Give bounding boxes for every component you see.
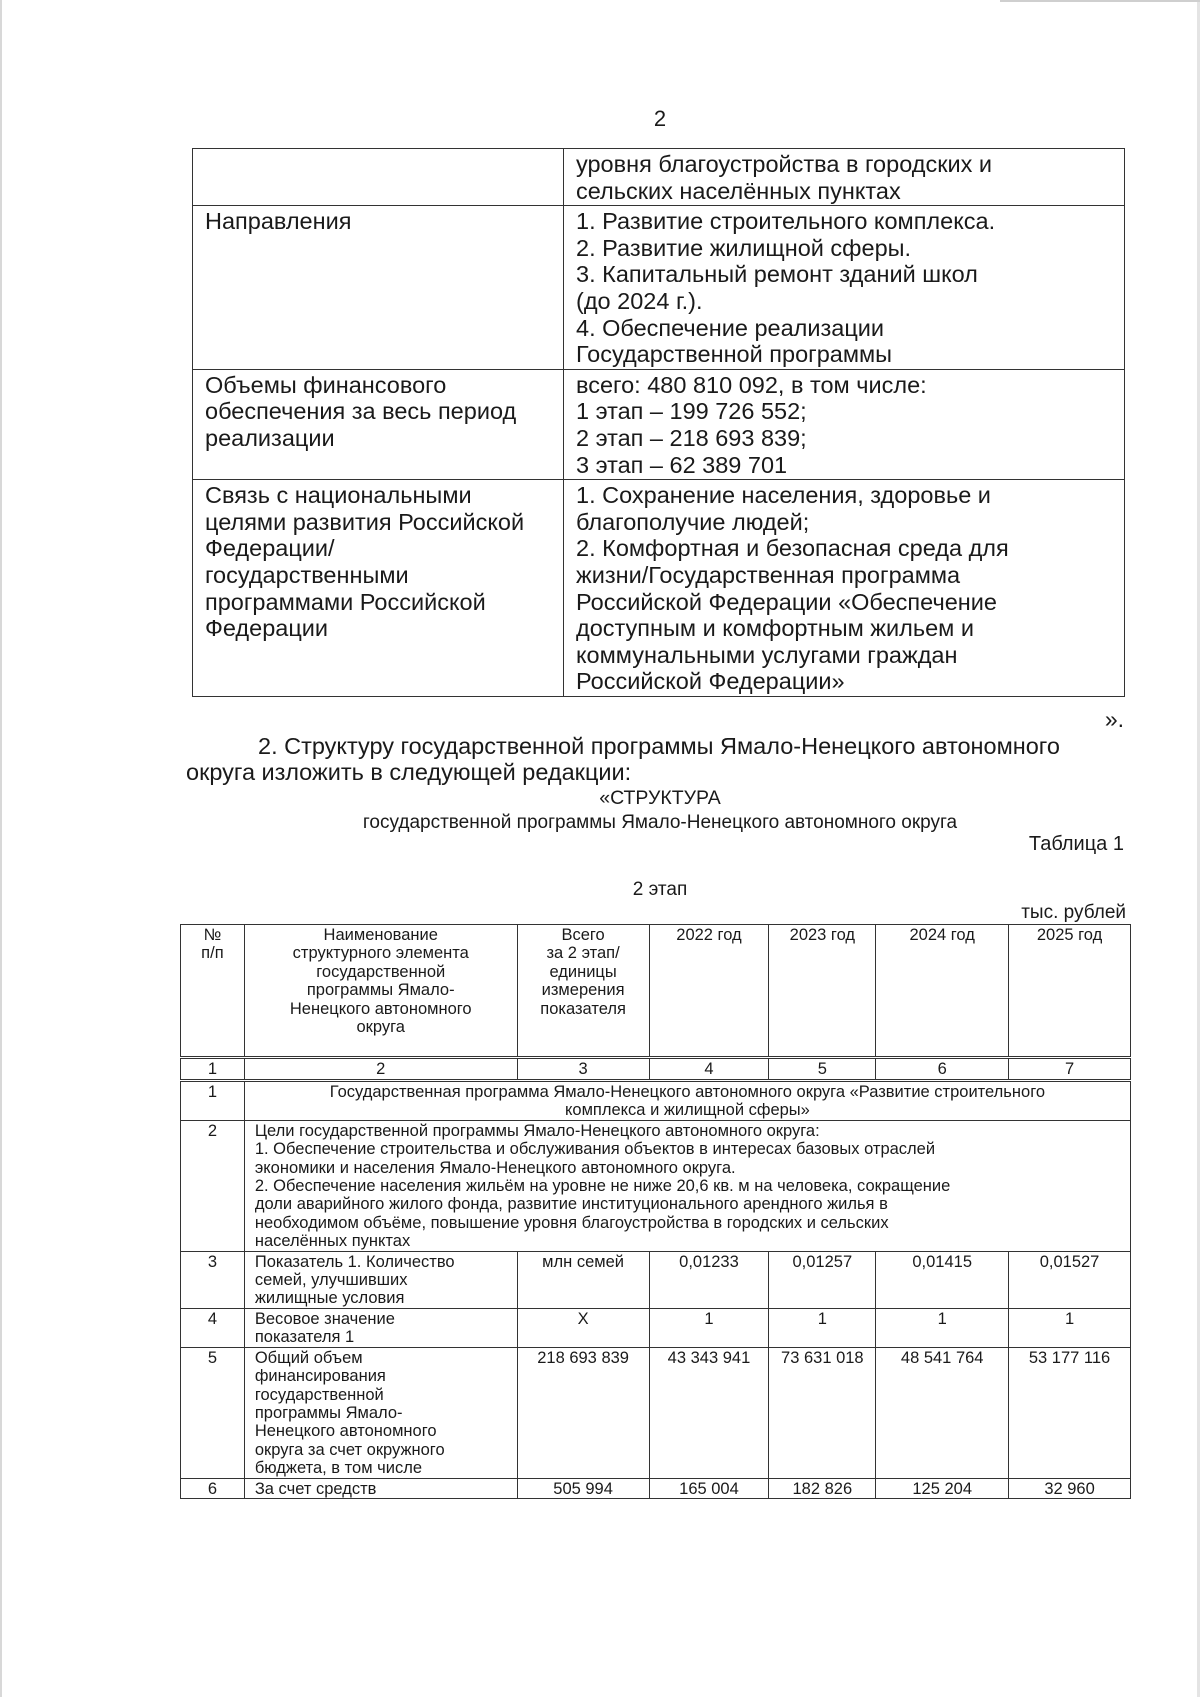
column-number: 7 (1009, 1058, 1131, 1081)
paragraph-line: округа изложить в следующей редакции: (186, 759, 632, 785)
passport-row (193, 206, 1125, 370)
passport-label-line: Связь с национальными (205, 482, 472, 509)
header-cell-2022: 2022 год (649, 925, 769, 1058)
element-name-line: Ненецкого автономного (254, 1422, 437, 1441)
passport-value-line: Государственной программы (576, 341, 893, 368)
structure-title: «СТРУКТУРА (599, 787, 721, 809)
passport-value-line: 2. Развитие жилищной сферы. (576, 234, 912, 261)
units-label: тыс. рублей (1021, 902, 1126, 923)
header-cell-number (181, 925, 245, 1058)
passport-value-line: Российской Федерации «Обеспечение (576, 588, 997, 615)
header-cell-total (517, 925, 649, 1058)
program-name-line: комплекса и жилищной сферы» (564, 1101, 810, 1120)
value-2024-cell: 48 541 764 (876, 1347, 1009, 1478)
value-2022-cell: 165 004 (649, 1478, 769, 1498)
table-row (181, 1347, 1131, 1478)
passport-label-cell (193, 206, 564, 370)
element-name-cell (244, 1347, 517, 1478)
structure-table (180, 924, 1131, 1499)
table-row (181, 1120, 1131, 1251)
header-line: п/п (201, 944, 224, 963)
passport-label-line: государственными (205, 561, 409, 588)
passport-label-line: обеспечения за весь период (205, 398, 517, 425)
passport-label-cell (193, 369, 564, 479)
value-2022-cell: 0,01233 (649, 1251, 769, 1308)
row-number: 5 (181, 1347, 245, 1478)
stage-label: 2 этап (632, 879, 688, 900)
scan-edge-top (1000, 0, 1200, 2)
element-name-line: округа за счет окружного (254, 1440, 445, 1459)
element-name-line: Общий объем (254, 1348, 363, 1367)
value-2022-cell: 43 343 941 (649, 1347, 769, 1478)
passport-label-line: Направления (205, 208, 352, 235)
header-cell-name (244, 925, 517, 1058)
element-name-line: Весовое значение (254, 1309, 395, 1328)
passport-label-line: программами Российской (205, 588, 486, 615)
value-2023-cell: 73 631 018 (769, 1347, 876, 1478)
element-name-cell (244, 1478, 517, 1498)
header-cell-2025: 2025 год (1009, 925, 1131, 1058)
header-line: структурного элемента (292, 944, 469, 963)
value-2023-cell: 182 826 (769, 1478, 876, 1498)
passport-label-line: Федерации (205, 615, 329, 642)
passport-label-line: реализации (205, 424, 335, 451)
value-2025-cell: 1 (1009, 1308, 1131, 1347)
element-name-line: За счет средств (254, 1479, 377, 1498)
passport-row (193, 149, 1125, 206)
passport-value-line: коммунальными услугами граждан (576, 641, 958, 668)
element-name-line: бюджета, в том числе (254, 1459, 422, 1478)
header-line: программы Ямало- (306, 981, 455, 1000)
total-cell: 505 994 (517, 1478, 649, 1498)
row-number: 3 (181, 1251, 245, 1308)
column-number: 4 (649, 1058, 769, 1081)
element-name-line: Показатель 1. Количество (254, 1252, 455, 1271)
passport-table (192, 148, 1125, 697)
value-2024-cell: 125 204 (876, 1478, 1009, 1498)
header-line: Всего (561, 926, 605, 944)
header-line: государственной (316, 962, 446, 981)
element-name-line: показателя 1 (254, 1328, 355, 1347)
table-row (181, 1081, 1131, 1121)
total-cell: млн семей (517, 1251, 649, 1308)
header-line: единицы (549, 962, 617, 981)
paragraph-line: 2. Структуру государственной программы Ямало-Ненецкого автономного (258, 733, 1060, 759)
goals-line: Цели государственной программы Ямало-Ненецкого автономного округа: (254, 1121, 820, 1140)
passport-value-cell (564, 369, 1125, 479)
passport-value-line: благополучие людей; (576, 508, 810, 535)
passport-value-line: (до 2024 г.). (576, 287, 703, 314)
passport-label-line: Объемы финансового (205, 371, 447, 398)
value-2025-cell: 53 177 116 (1009, 1347, 1131, 1478)
table-row (181, 1308, 1131, 1347)
column-number: 6 (876, 1058, 1009, 1081)
column-number: 3 (517, 1058, 649, 1081)
element-name-cell (244, 1308, 517, 1347)
passport-value-line: 1 этап – 199 726 552; (576, 398, 807, 425)
program-name-cell (244, 1081, 1130, 1121)
value-2025-cell: 0,01527 (1009, 1251, 1131, 1308)
table-row (181, 1251, 1131, 1308)
row-number: 2 (181, 1120, 245, 1251)
header-line: измерения (541, 981, 625, 1000)
row-number: 1 (181, 1081, 245, 1121)
passport-row (193, 480, 1125, 697)
page-number: 2 (653, 106, 667, 131)
passport-value-line: 1. Сохранение населения, здоровье и (576, 482, 991, 509)
header-cell-2023: 2023 год (769, 925, 876, 1058)
goals-line: экономики и населения Ямало-Ненецкого автономного округа. (254, 1158, 736, 1177)
header-line: за 2 этап/ (546, 944, 620, 963)
column-number: 5 (769, 1058, 876, 1081)
value-2024-cell: 0,01415 (876, 1251, 1009, 1308)
passport-value-line: уровня благоустройства в городских и (576, 151, 993, 177)
total-cell: 218 693 839 (517, 1347, 649, 1478)
passport-label-cell (193, 149, 564, 206)
passport-label-line: Федерации/ (205, 535, 335, 562)
element-name-line: финансирования (254, 1367, 386, 1386)
passport-value-line: сельских населённых пунктах (576, 177, 901, 204)
element-name-line: государственной (254, 1385, 384, 1404)
passport-value-cell (564, 480, 1125, 697)
header-line: Ненецкого автономного (289, 999, 472, 1018)
header-line: № (203, 926, 222, 944)
passport-value-line: 4. Обеспечение реализации (576, 314, 885, 341)
header-line: показателя (540, 999, 626, 1018)
amendment-paragraph (186, 733, 1126, 785)
total-cell: Х (517, 1308, 649, 1347)
passport-value-line: 2 этап – 218 693 839; (576, 424, 807, 451)
value-2025-cell: 32 960 (1009, 1478, 1131, 1498)
column-number: 2 (244, 1058, 517, 1081)
goals-line: необходимом объёме, повышение уровня благоустройства в городских и сельских (254, 1213, 889, 1232)
passport-value-line: Российской Федерации» (576, 668, 845, 695)
passport-value-line: доступным и комфортным жильем и (576, 615, 974, 642)
element-name-cell (244, 1251, 517, 1308)
row-number: 6 (181, 1478, 245, 1498)
passport-value-cell (564, 149, 1125, 206)
passport-value-line: всего: 480 810 092, в том числе: (576, 371, 927, 398)
program-name-line: Государственная программа Ямало-Ненецкого автономного округа «Развитие строительного (329, 1083, 1046, 1101)
passport-value-line: 3 этап – 62 389 701 (576, 451, 788, 478)
header-line: Наименование (323, 926, 438, 944)
value-2023-cell: 1 (769, 1308, 876, 1347)
table-label: Таблица 1 (1028, 833, 1124, 855)
goals-cell (244, 1120, 1130, 1251)
element-name-line: жилищные условия (254, 1289, 405, 1308)
goals-line: доли аварийного жилого фонда, развитие институционального арендного жилья в (254, 1195, 888, 1214)
header-cell-2024: 2024 год (876, 925, 1009, 1058)
row-number: 4 (181, 1308, 245, 1347)
header-line: округа (356, 1018, 405, 1037)
goals-line: 2. Обеспечение населения жильём на уровне не ниже 20,6 кв. м на человека, сокращение (254, 1177, 951, 1196)
passport-value-cell (564, 206, 1125, 370)
element-name-line: программы Ямало- (254, 1403, 403, 1422)
closing-quote: ». (1104, 706, 1124, 732)
value-2023-cell: 0,01257 (769, 1251, 876, 1308)
passport-label-cell (193, 480, 564, 697)
element-name-line: семей, улучшивших (254, 1271, 408, 1290)
passport-row (193, 369, 1125, 479)
passport-value-line: 1. Развитие строительного комплекса. (576, 208, 996, 235)
value-2022-cell: 1 (649, 1308, 769, 1347)
passport-label-line: целями развития Российской (205, 508, 525, 535)
goals-line: 1. Обеспечение строительства и обслуживания объектов в интересах базовых отраслей (254, 1140, 936, 1159)
value-2024-cell: 1 (876, 1308, 1009, 1347)
scan-edge-left (0, 0, 2, 1697)
column-number: 1 (181, 1058, 245, 1081)
column-number-row (181, 1058, 1131, 1081)
passport-value-line: 2. Комфортная и безопасная среда для (576, 535, 1009, 562)
header-row (181, 925, 1131, 1058)
passport-value-line: 3. Капитальный ремонт зданий школ (576, 261, 978, 288)
goals-line: населённых пунктах (254, 1232, 411, 1251)
table-row (181, 1478, 1131, 1498)
structure-subtitle: государственной программы Ямало-Ненецкого автономного округа (362, 812, 958, 833)
passport-value-line: жизни/Государственная программа (576, 561, 961, 588)
